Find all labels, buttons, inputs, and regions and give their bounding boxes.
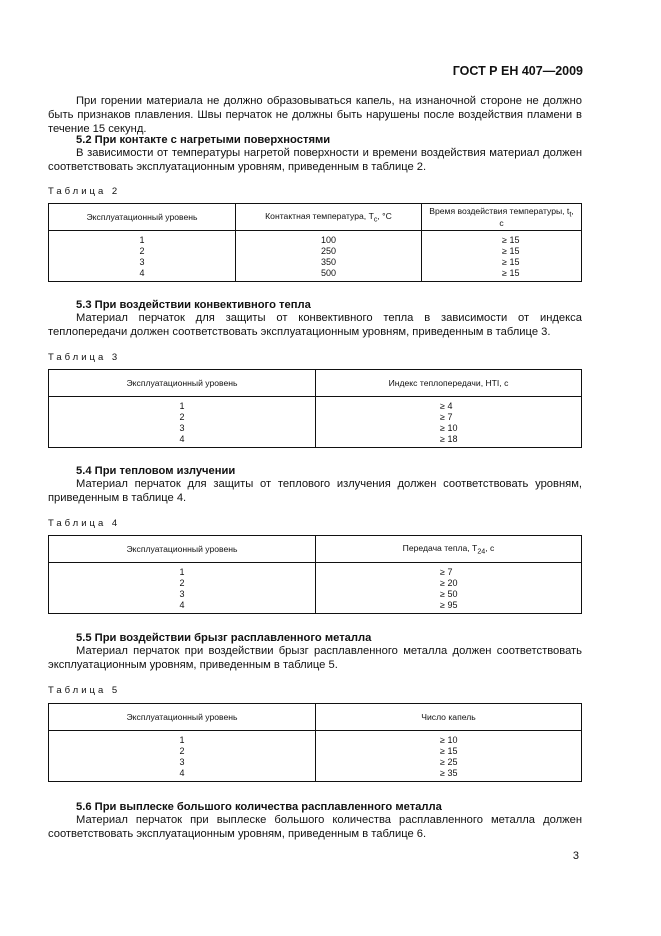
table2-header-temp: Контактная температура, $Т_с$, °С — [236, 204, 422, 231]
table3-level: 2 — [179, 412, 185, 422]
document-header: ГОСТ Р ЕН 407—2009 — [452, 64, 583, 78]
table4-level: 1 — [179, 567, 185, 577]
section-5-6-heading: 5.6 При выплеске большого количества расплавленного металла — [76, 801, 442, 813]
table3-value: ≥ 4 — [440, 401, 453, 411]
table5-levels-cell — [49, 731, 316, 782]
table5-values-cell — [316, 731, 582, 782]
table-2 — [48, 203, 582, 282]
table2-level: 2 — [139, 246, 145, 256]
table3-level: 3 — [179, 423, 185, 433]
table3-value: ≥ 7 — [440, 412, 453, 422]
table4-level: 4 — [179, 600, 185, 610]
table2-caption: Таблица 2 — [48, 186, 121, 197]
table2-time: ≥ 15 — [502, 246, 520, 256]
table2-temp: 250 — [320, 246, 337, 256]
section-5-3-text: Материал перчаток для защиты от конвективного тепла в зависимости от индекса теплопередачи должен соответствовать эксплуатационным уровням, приведенным в таблице 3. — [48, 312, 582, 338]
table4-caption: Таблица 4 — [48, 518, 121, 529]
table4-level: 3 — [179, 589, 185, 599]
section-5-4-heading: 5.4 При тепловом излучении — [76, 465, 236, 477]
table5-header-level: Эксплуатационный уровень — [49, 704, 316, 731]
table-3 — [48, 369, 582, 448]
table5-header-drops: Число капель — [316, 704, 582, 731]
table2-header-level: Эксплуатационный уровень — [49, 204, 236, 231]
table5-level: 2 — [179, 746, 185, 756]
table2-temps-cell — [236, 231, 422, 282]
section-5-5-heading: 5.5 При воздействии брызг расплавленного металла — [76, 632, 372, 644]
table5-value: ≥ 15 — [440, 746, 458, 756]
table5-value: ≥ 25 — [440, 757, 458, 767]
section-5-6-text: Материал перчаток при выплеске большого количества расплавленного металла должен соответствовать эксплуатационным уровням, приведенным в таблице 6. — [48, 814, 582, 840]
table2-header-time: Время воздействия температуры, $t_t$, с — [422, 204, 582, 231]
table2-level: 3 — [139, 257, 145, 267]
table2-temp: 100 — [320, 235, 337, 245]
page-number: 3 — [572, 850, 579, 862]
table4-value: ≥ 20 — [440, 578, 458, 588]
section-5-2-heading: 5.2 При контакте с нагретыми поверхностями — [76, 134, 331, 146]
table4-value: ≥ 95 — [440, 600, 458, 610]
table5-level: 3 — [179, 757, 185, 767]
table5-value: ≥ 35 — [440, 768, 458, 778]
table2-time: ≥ 15 — [502, 235, 520, 245]
table-5 — [48, 703, 582, 782]
table4-levels-cell — [49, 563, 316, 614]
table-4 — [48, 535, 582, 614]
section-5-5-text: Материал перчаток при воздействии брызг расплавленного металла должен соответствовать эксплуатационным уровням, приведенным в таблице 5. — [48, 645, 582, 671]
table5-level: 1 — [179, 735, 185, 745]
table3-level: 4 — [179, 434, 185, 444]
table3-level: 1 — [179, 401, 185, 411]
table3-values-cell — [316, 397, 582, 448]
table4-value: ≥ 7 — [440, 567, 453, 577]
table4-level: 2 — [179, 578, 185, 588]
section-5-3-heading: 5.3 При воздействии конвективного тепла — [76, 299, 311, 311]
section-5-4-text: Материал перчаток для защиты от теплового излучения должен соответствовать уровням, приведенным в таблице 4. — [48, 478, 582, 504]
table5-level: 4 — [179, 768, 185, 778]
table2-temp: 500 — [320, 268, 337, 278]
table4-value: ≥ 50 — [440, 589, 458, 599]
table2-temp: 350 — [320, 257, 337, 267]
table2-levels-cell — [49, 231, 236, 282]
section-5-2-text: В зависимости от температуры нагретой поверхности и времени воздействия материал должен соответствовать эксплуатационным уровням, приведенным в таблице 2. — [48, 147, 582, 173]
table3-header-hti: Индекс теплопередачи, HTI, с — [316, 370, 582, 397]
table4-values-cell — [316, 563, 582, 614]
table3-value: ≥ 10 — [440, 423, 458, 433]
table2-time: ≥ 15 — [502, 268, 520, 278]
table2-level: 4 — [139, 268, 145, 278]
intro-paragraph: При горении материала не должно образовываться капель, на изнаночной стороне не должно быть признаков плавления. Швы перчаток не должны быть нарушены после воздействия пламени в течение 15 секунд. — [48, 95, 582, 135]
table2-level: 1 — [139, 235, 145, 245]
table2-time: ≥ 15 — [502, 257, 520, 267]
table4-header-level: Эксплуатационный уровень — [49, 536, 316, 563]
table5-caption: Таблица 5 — [48, 685, 121, 696]
table5-value: ≥ 10 — [440, 735, 458, 745]
table4-header-transfer: Передача тепла, $Т_{24}$, с — [316, 536, 582, 563]
table3-levels-cell — [49, 397, 316, 448]
table2-times-cell — [422, 231, 582, 282]
table3-caption: Таблица 3 — [48, 352, 121, 363]
table3-header-level: Эксплуатационный уровень — [49, 370, 316, 397]
table3-value: ≥ 18 — [440, 434, 458, 444]
